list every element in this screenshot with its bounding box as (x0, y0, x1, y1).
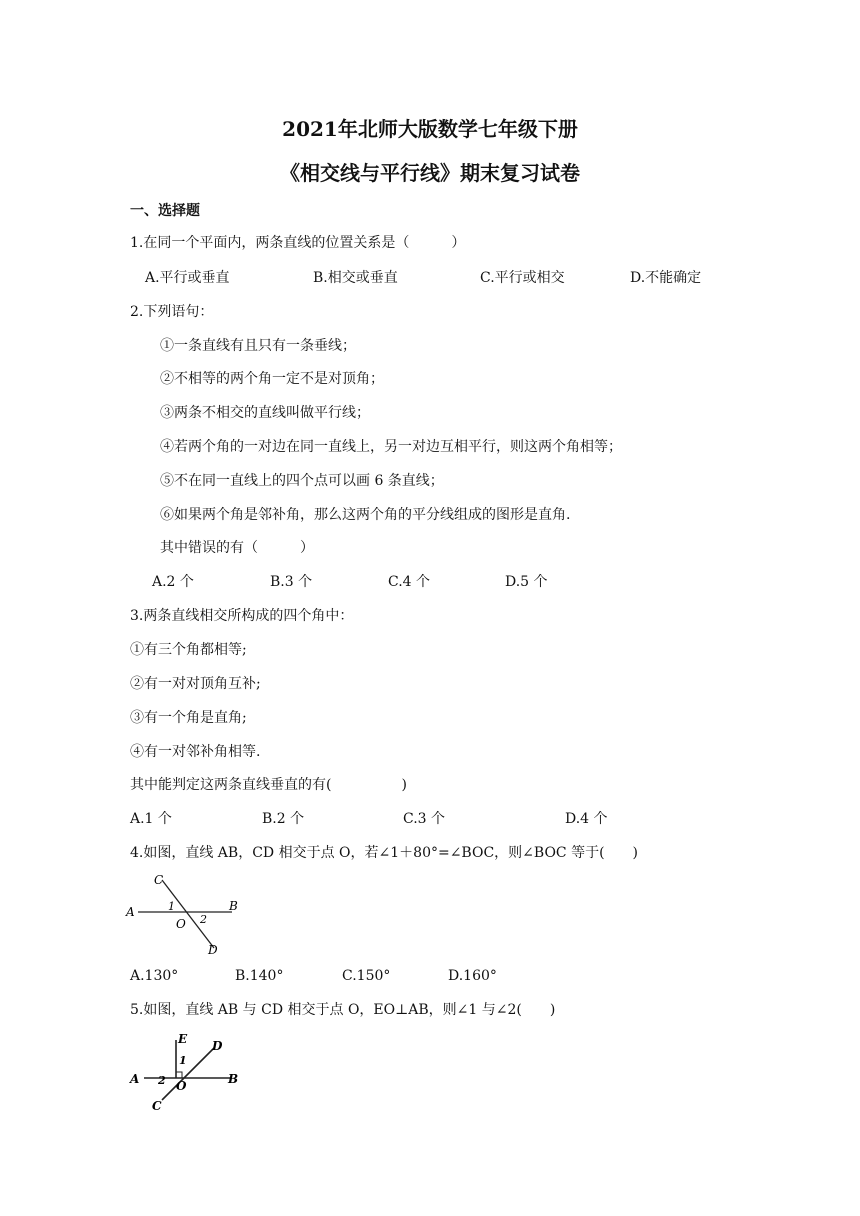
q4-label-d: D (208, 943, 218, 957)
q5-label-c: C (152, 1099, 162, 1113)
q2-question: 其中错误的有（ ） (160, 540, 314, 556)
q3-item-2: ②有一对对顶角互补; (130, 676, 261, 692)
q3-item-1: ①有三个角都相等; (130, 642, 247, 658)
q4-angle-2: 2 (200, 913, 207, 926)
q5-stem: 5.如图，直线 AB 与 CD 相交于点 O，EO⊥AB，则∠1 与∠2( ) (130, 1002, 556, 1018)
q2-item-4: ④若两个角的一对边在同一直线上，另一对边互相平行，则这两个角相等； (160, 439, 622, 455)
q5-label-b: B (228, 1072, 239, 1086)
q4-label-b: B (229, 899, 238, 913)
q2-item-6: ⑥如果两个角是邻补角，那么这两个角的平分线组成的图形是直角. (160, 507, 571, 523)
q5-label-a: A (130, 1072, 140, 1086)
q5-line-cd (162, 1048, 214, 1100)
q1-stem: 1.在同一个平面内，两条直线的位置关系是（ ） (130, 235, 466, 251)
q4-label-c: C (154, 873, 164, 887)
q2-option-a: A.2 个 (152, 574, 194, 590)
q3-question: 其中能判定这两条直线垂直的有( ) (130, 777, 407, 793)
q3-stem: 3.两条直线相交所构成的四个角中： (130, 608, 354, 624)
q5-label-d: D (212, 1039, 223, 1053)
section-heading: 一、选择题 (130, 203, 200, 219)
q4-label-a: A (126, 905, 135, 919)
q4-angle-1: 1 (168, 900, 175, 913)
q1-option-d: D.不能确定 (630, 270, 702, 286)
q1-option-b: B.相交或垂直 (313, 270, 398, 286)
q2-option-b: B.3 个 (270, 574, 313, 590)
q5-label-o: O (176, 1079, 187, 1093)
q5-figure (122, 1030, 247, 1114)
q4-option-d: D.160° (448, 968, 497, 984)
q1-option-a: A.平行或垂直 (145, 270, 230, 286)
q3-option-a: A.1 个 (130, 811, 172, 827)
q3-option-b: B.2 个 (262, 811, 305, 827)
q5-angle-1: 1 (179, 1054, 187, 1067)
q2-item-5: ⑤不在同一直线上的四个点可以画 6 条直线； (160, 473, 444, 489)
q3-item-4: ④有一对邻补角相等. (130, 744, 261, 760)
q2-item-1: ①一条直线有且只有一条垂线； (160, 338, 356, 354)
q4-option-b: B.140° (235, 968, 284, 984)
q2-item-3: ③两条不相交的直线叫做平行线； (160, 405, 370, 421)
q4-option-c: C.150° (342, 968, 391, 984)
q3-option-d: D.4 个 (565, 811, 608, 827)
q2-stem: 2.下列语句： (130, 304, 214, 320)
q4-figure (122, 870, 242, 958)
q5-angle-2: 2 (158, 1074, 166, 1087)
q2-option-c: C.4 个 (388, 574, 431, 590)
q5-right-angle-mark (176, 1072, 182, 1078)
q2-item-2: ②不相等的两个角一定不是对顶角； (160, 371, 384, 387)
q4-stem: 4.如图，直线 AB，CD 相交于点 O，若∠1＋80°=∠BOC，则∠BOC 等于( ) (130, 845, 639, 861)
q4-label-o: O (176, 917, 186, 931)
q1-option-c: C.平行或相交 (480, 270, 565, 286)
q3-item-3: ③有一个角是直角; (130, 710, 247, 726)
title-line-2: 《相交线与平行线》期末复习试卷 (280, 161, 580, 185)
q3-option-c: C.3 个 (403, 811, 446, 827)
q2-option-d: D.5 个 (505, 574, 548, 590)
title-line-1: 2021年北师大版数学七年级下册 (282, 117, 578, 141)
q4-option-a: A.130° (130, 968, 179, 984)
q5-label-e: E (178, 1032, 188, 1046)
